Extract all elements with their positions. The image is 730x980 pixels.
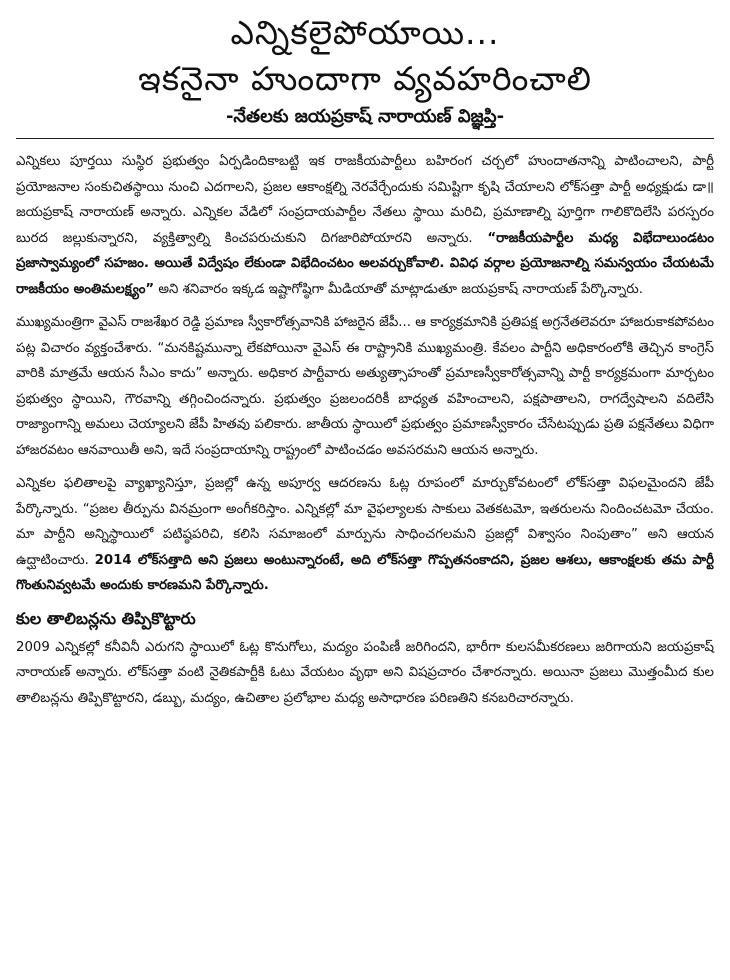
title-divider [16, 138, 714, 139]
paragraph-4: 2009 ఎన్నికల్లో కనీవినీ ఎరుగని స్థాయిలో ఓట్ల కొనుగోలు, మద్యం పంపిణీ జరిగిందని, భారీగా కులసమీకరణలు జరిగాయని జయప్రకాష్ నారాయణ్ అన్నారు. లోక్‌సత్తా వంటి నైతికపార్టీకి ఓటు వేయటం వృథా అని విషప్రచారం చేశారన్నారు. అయినా ప్రజలు మొత్తంమీద కుల తాలిబన్లను తిప్పికొట్టారని, డబ్బు, మద్యం, ఉచితాల ప్రలోభాల మధ్య అసాధారణ పరిణతిని కనబరిచారన్నారు. [16, 639, 714, 706]
article-title-line-2: ఇకనైనా హుందాగా వ్యవహరించాలి [138, 59, 592, 98]
paragraph-3-emphasis: 2014 లోక్‌సత్తాది అని ప్రజలు అంటున్నారంటే, అది లోక్‌సత్తా గొప్పతనంకాదని, ప్రజల ఆశలు, ఆకాంక్షలకు తమ పార్టీ గొంతునివ్వటమే అందుకు కారణమని పేర్కొన్నారు. [16, 552, 714, 593]
paragraph-1-quote: “రాజకీయపార్టీల మధ్య విభేదాలుండటం ప్రజాస్వామ్యంలో సహజం. అయితే విద్వేషం లేకుండా విభేదించటం అలవర్చుకోవాలి. వివిధ వర్గాల ప్రయోజనాల్ని సమన్వయం చేయటమే రాజకీయం అంతిమలక్ష్యం” [16, 230, 714, 297]
paragraph-1-part-c: అని శనివారం ఇక్కడ ఇష్టాగోష్ఠిగా మీడియాతో మాట్లాడుతూ జయప్రకాష్ నారాయణ్ పేర్కొన్నారు. [154, 281, 643, 297]
paragraph-1 [16, 149, 714, 302]
paragraph-3 [16, 471, 714, 599]
section-heading: కుల తాలిబన్లను తిప్పికొట్టారు [16, 608, 196, 628]
paragraph-1-part-a: ఎన్నికలు పూర్తయి సుస్థిర ప్రభుత్వం ఏర్పడిందికాబట్టి ఇక రాజకీయపార్టీలు బహిరంగ చర్చలో హుందాతనాన్ని పాటించాలని, పార్టీ ప్రయోజనాల సంకుచితస్థాయి నుంచి ఎదగాలని, ప్రజల ఆకాంక్షల్ని నెరవేర్చేందుకు సమిష్టిగా కృషి చేయాలని లోక్‌సత్తా పార్టీ అధ్యక్షుడు డా॥ జయప్రకాష్ నారాయణ్ అన్నారు. ఎన్నికల వేడిలో సంప్రదాయపార్టీల నేతలు స్థాయి మరిచి, ప్రమాణాల్ని పూర్తిగా గాలికొదిలేసి పరస్పరం బురద జల్లుకున్నారని, వ్యక్తిత్వాల్ని కించపరుచుకుని దిగజారిపోయారని అన్నారు. [16, 154, 714, 246]
paragraph-2: ముఖ్యమంత్రిగా వైఎస్ రాజశేఖర రెడ్డి ప్రమాణ స్వీకారోత్సవానికి హాజరైన జేపీ... ఆ కార్యక్రమానికి ప్రతిపక్ష అగ్రనేతలెవరూ హాజరుకాకపోవటం పట్ల విచారం వ్యక్తంచేశారు. “మనకిష్టమున్నా లేకపోయినా వైఎస్ ఈ రాష్ట్రానికి ముఖ్యమంత్రి. కేవలం పార్టీని అధికారంలోకి తెచ్చిన కాంగ్రెస్ వారికి మాత్రమే ఆయన సీఎం కాదు” అన్నారు. అధికార పార్టీవారు అత్యుత్సాహంతో ప్రమాణస్వీకారోత్సవాన్ని పార్టీ కార్యక్రమంగా మార్చటం ప్రభుత్వం స్థాయిని, గౌరవాన్ని తగ్గించిందన్నారు. ప్రభుత్వం ప్రజలందరికీ బాధ్యత వహించాలని, పక్షపాతాలని, రాగద్వేషాలని వదిలేసి రాజ్యాంగాన్ని అమలు చెయ్యాలని జేపీ హితవు పలికారు. జాతీయ స్థాయిలో ప్రభుత్వం ప్రమాణస్వీకారం చేసేటప్పుడు ప్రతి పక్షనేతలు విధిగా హాజరవటం ఆనవాయితీ అని, ఇదే సంప్రదాయాన్ని రాష్ట్రంలో పాటించడం అవసరమని ఆయన అన్నారు. [16, 315, 714, 458]
article-subtitle: -నేతలకు జయప్రకాష్ నారాయణ్ విజ్ఞప్తి- [225, 106, 505, 127]
article-title-line-1: ఎన్నికలైపోయాయి... [230, 13, 500, 52]
paragraph-3-part-a: ఎన్నికల ఫలితాలపై వ్యాఖ్యానిస్తూ, ప్రజల్లో ఉన్న అపూర్వ ఆదరణను ఓట్ల రూపంలో మార్చుకోవటంలో లోక్‌సత్తా విఫలమైందని జేపీ పేర్కొన్నారు. “ప్రజల తీర్పును వినమ్రంగా అంగీకరిస్తాం. ఎన్నికల్లో మా వైఫల్యాలకు సాకులు వెతకటమో, ఇతరులను నిందించటమో చేయం. మా పార్టీని అన్నిస్థాయిలో పటిష్ఠపరిచి, కలిసి సమాజంలో మార్పును సాధించగలమని ప్రజల్లో విశ్వాసం నింపుతాం” అని ఆయన ఉద్ఘాటించారు. [16, 476, 714, 568]
